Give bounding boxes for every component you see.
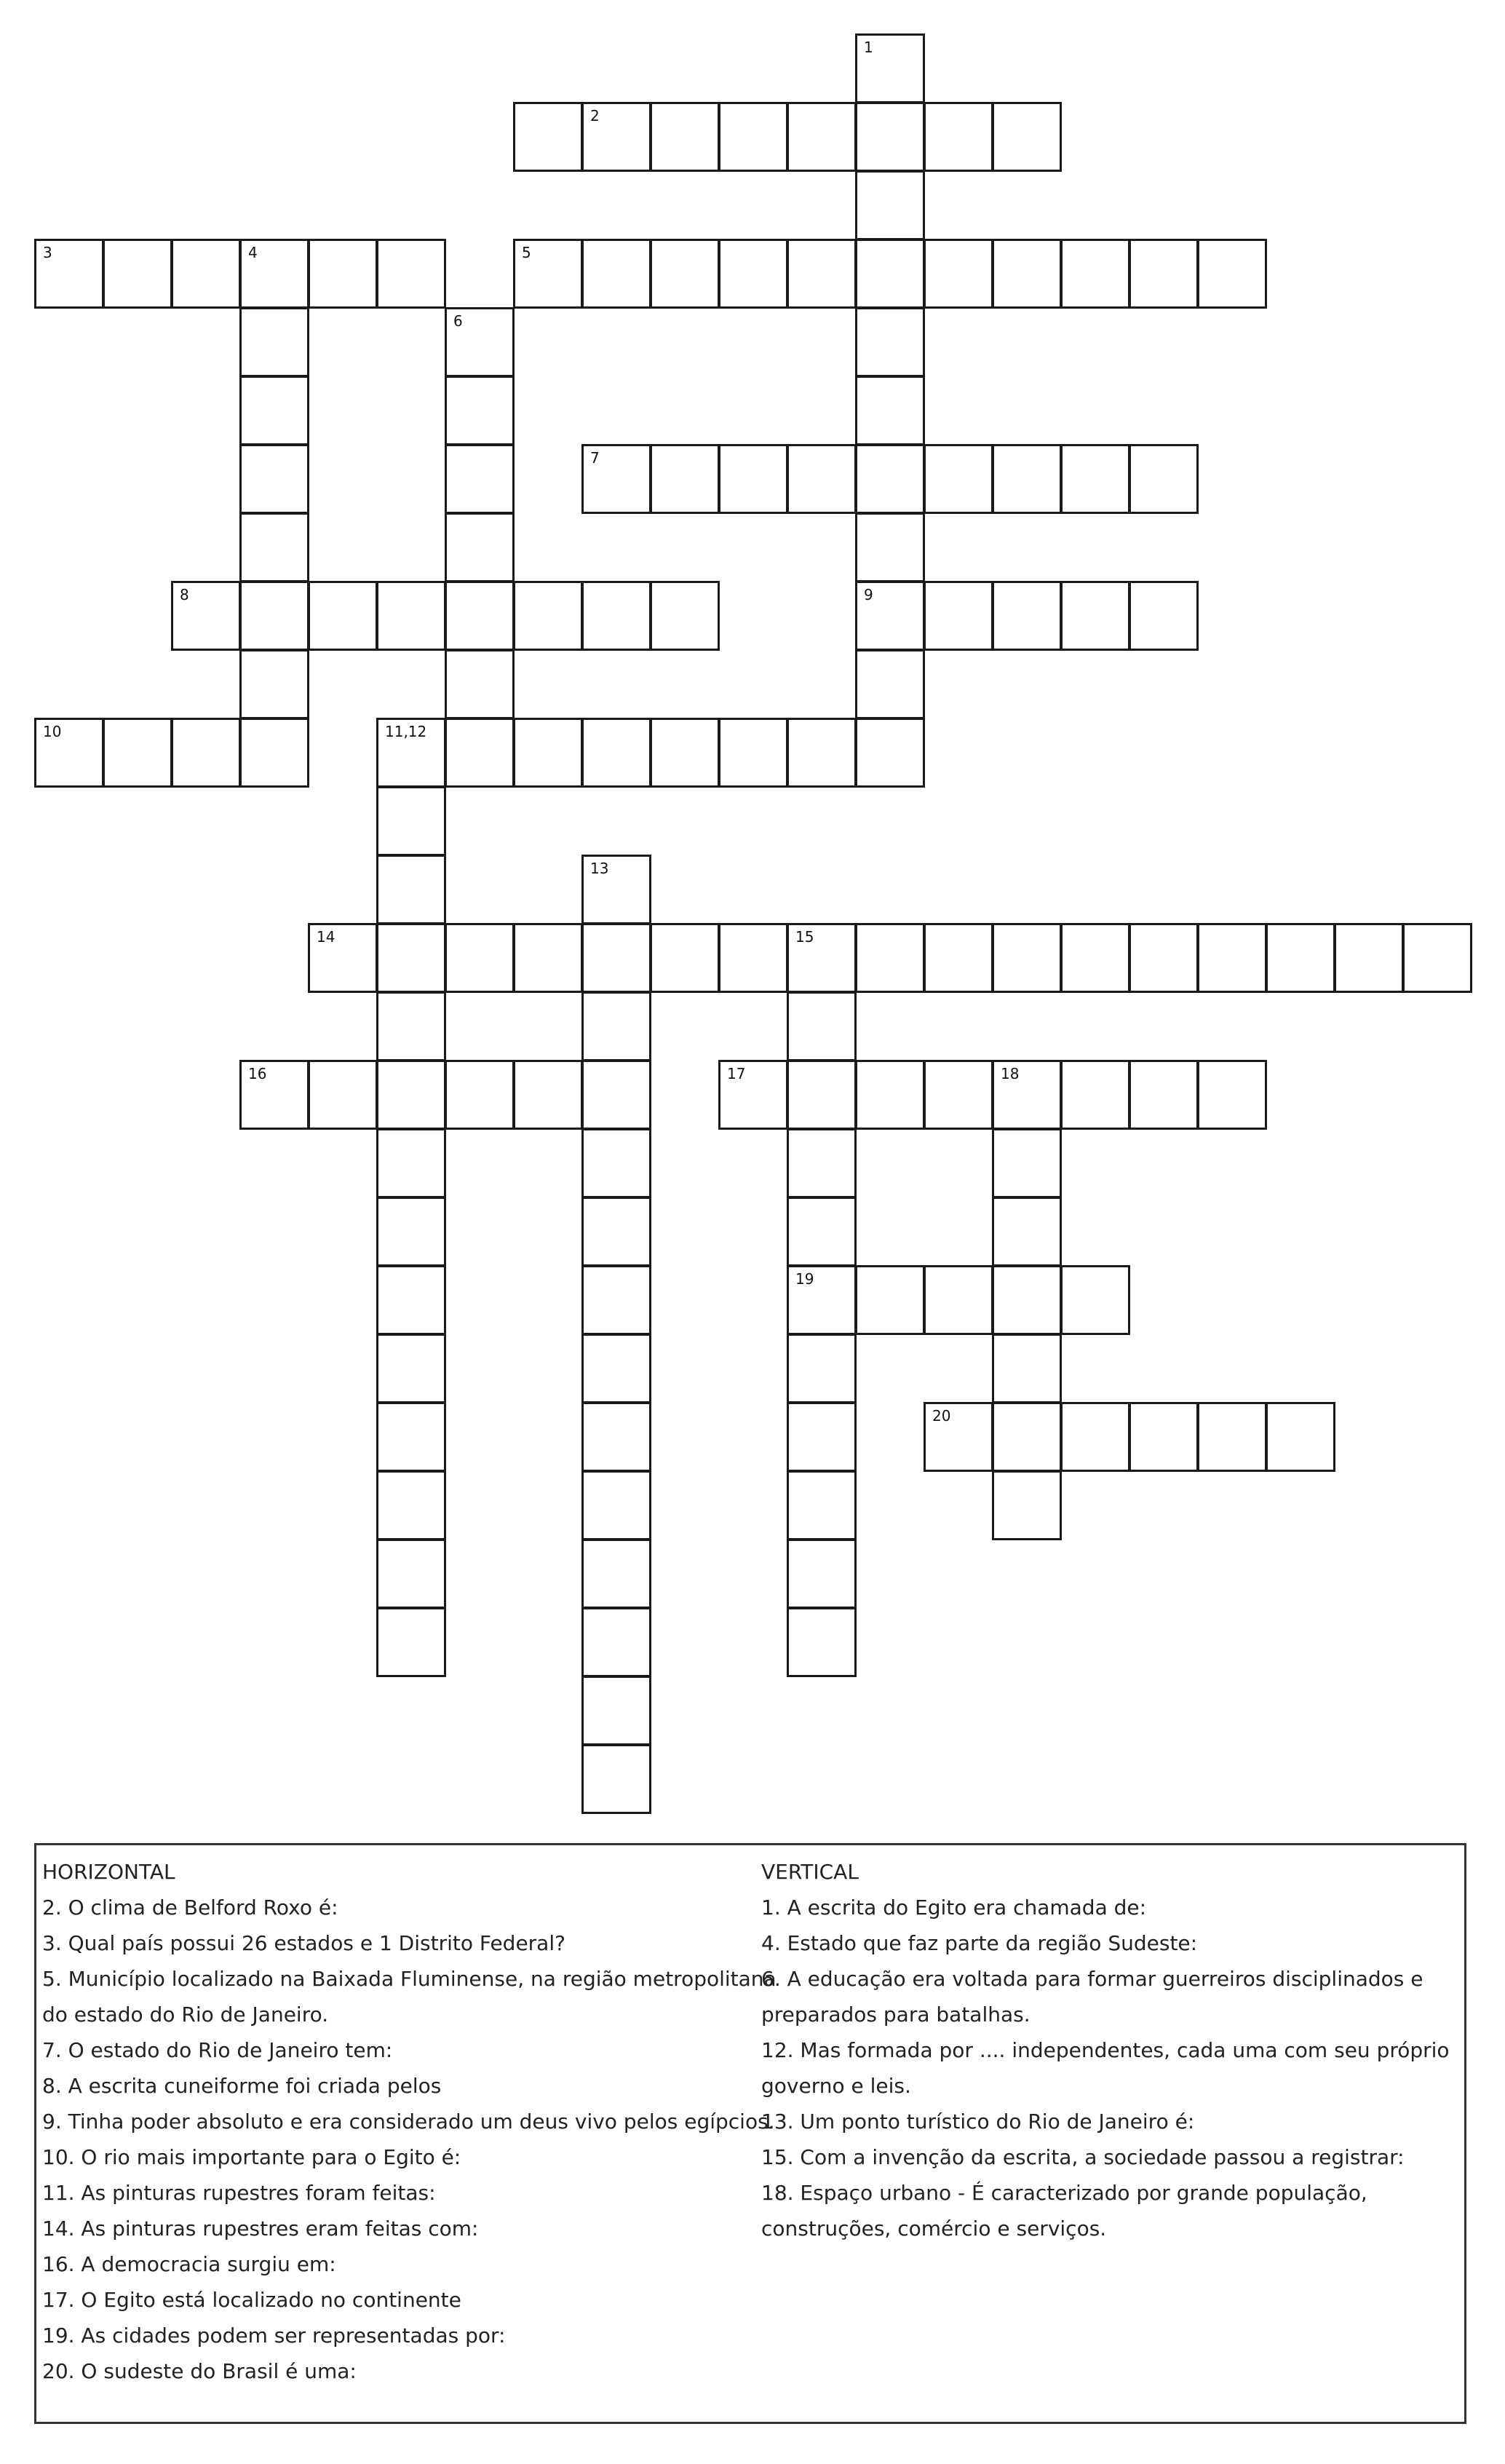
- crossword-cell[interactable]: [376, 1265, 446, 1335]
- clue-line: 8. A escrita cuneiforme foi criada pelos: [42, 2074, 442, 2098]
- clue-number: 2: [590, 107, 600, 124]
- crossword-cell[interactable]: [650, 718, 720, 788]
- crossword-cell[interactable]: [992, 923, 1062, 993]
- crossword-cell[interactable]: [992, 102, 1062, 172]
- crossword-cell[interactable]: [1060, 1060, 1130, 1130]
- crossword-cell[interactable]: [787, 1060, 857, 1130]
- crossword-cell[interactable]: [376, 786, 446, 856]
- horizontal-clues: [42, 1854, 777, 2389]
- crossword-cell[interactable]: [650, 102, 720, 172]
- clue-number: 6: [453, 312, 463, 330]
- crossword-cell[interactable]: [924, 581, 993, 651]
- crossword-cell[interactable]: [239, 444, 309, 514]
- crossword-cell[interactable]: [513, 102, 583, 172]
- clue-line: 13. Um ponto turístico do Rio de Janeiro é:: [761, 2110, 1195, 2134]
- crossword-cell[interactable]: [855, 718, 925, 788]
- crossword-cell[interactable]: [718, 444, 788, 514]
- crossword-cell[interactable]: [581, 444, 651, 514]
- crossword-cell[interactable]: [171, 718, 241, 788]
- crossword-cell[interactable]: [1060, 444, 1130, 514]
- crossword-cell[interactable]: [650, 444, 720, 514]
- clue-line: preparados para batalhas.: [761, 2003, 1031, 2027]
- crossword-cell[interactable]: [924, 102, 993, 172]
- clue-line: 9. Tinha poder absoluto e era considerado um deus vivo pelos egípcios.: [42, 2110, 775, 2134]
- crossword-cell[interactable]: [171, 239, 241, 309]
- clue-number: 20: [932, 1407, 951, 1425]
- crossword-cell[interactable]: [1060, 923, 1130, 993]
- crossword-cell[interactable]: [513, 1060, 583, 1130]
- clue-line: 18. Espaço urbano - É caracterizado por grande população,: [761, 2181, 1367, 2205]
- clues-box: [34, 1843, 1466, 2424]
- clue-number: 13: [590, 860, 609, 877]
- crossword-cell[interactable]: [376, 991, 446, 1061]
- crossword-cell[interactable]: [376, 923, 446, 993]
- crossword-cell[interactable]: [1266, 1402, 1335, 1472]
- clue-line: 3. Qual país possui 26 estados e 1 Distrito Federal?: [42, 1931, 565, 1955]
- clue-line: 14. As pinturas rupestres eram feitas com:: [42, 2217, 479, 2241]
- crossword-cell[interactable]: [718, 923, 788, 993]
- crossword-cell[interactable]: [445, 718, 515, 788]
- clue-number: 17: [727, 1065, 746, 1082]
- crossword-cell[interactable]: [992, 1334, 1062, 1403]
- crossword-cell[interactable]: [581, 1060, 651, 1130]
- clue-line: 5. Município localizado na Baixada Fluminense, na região metropolitana: [42, 1967, 777, 1991]
- crossword-cell[interactable]: [239, 1060, 309, 1130]
- crossword-cell[interactable]: [376, 1060, 446, 1130]
- crossword-cell[interactable]: [445, 376, 515, 445]
- crossword-cell[interactable]: [581, 1470, 651, 1540]
- crossword-cell[interactable]: [787, 1539, 857, 1609]
- clue-line: 20. O sudeste do Brasil é uma:: [42, 2359, 357, 2383]
- crossword-cell[interactable]: [171, 581, 241, 651]
- crossword-cell[interactable]: [103, 718, 172, 788]
- crossword-cell[interactable]: [787, 1334, 857, 1403]
- crossword-cell[interactable]: [1060, 1402, 1130, 1472]
- crossword-cell[interactable]: [581, 1128, 651, 1198]
- clue-number: 10: [43, 723, 62, 740]
- crossword-cell[interactable]: [308, 239, 378, 309]
- clue-number: 5: [522, 244, 531, 261]
- crossword-cell[interactable]: [445, 512, 515, 582]
- crossword-cell[interactable]: [650, 923, 720, 993]
- clue-number: 16: [248, 1065, 267, 1082]
- crossword-cell[interactable]: [308, 1060, 378, 1130]
- crossword-cell[interactable]: [992, 1128, 1062, 1198]
- crossword-cell[interactable]: [581, 1744, 651, 1814]
- horizontal-heading: HORIZONTAL: [42, 1860, 175, 1884]
- crossword-cell[interactable]: [103, 239, 172, 309]
- crossword-cell[interactable]: [581, 923, 651, 993]
- crossword-cell[interactable]: [445, 649, 515, 719]
- crossword-cell[interactable]: [992, 581, 1062, 651]
- crossword-cell[interactable]: [787, 1607, 857, 1677]
- clue-number: 19: [795, 1270, 814, 1288]
- crossword-cell[interactable]: [855, 444, 925, 514]
- crossword-cell[interactable]: [992, 444, 1062, 514]
- crossword-cell[interactable]: [1129, 444, 1199, 514]
- clue-line: 2. O clima de Belford Roxo é:: [42, 1895, 338, 1920]
- crossword-cell[interactable]: [1060, 239, 1130, 309]
- crossword-cell[interactable]: [1060, 1265, 1130, 1335]
- clue-number: 11,12: [385, 723, 427, 740]
- clue-number: 7: [590, 449, 600, 467]
- crossword-cell[interactable]: [1402, 923, 1472, 993]
- crossword-cell[interactable]: [924, 923, 993, 993]
- crossword-cell[interactable]: [513, 239, 583, 309]
- crossword-cell[interactable]: [239, 376, 309, 445]
- crossword-cell[interactable]: [1197, 923, 1267, 993]
- crossword-cell[interactable]: [376, 718, 446, 788]
- crossword-cell[interactable]: [1129, 923, 1199, 993]
- clue-line: 10. O rio mais importante para o Egito é:: [42, 2145, 461, 2169]
- crossword-cell[interactable]: [376, 1539, 446, 1609]
- clue-number: 3: [43, 244, 52, 261]
- crossword-cell[interactable]: [581, 1607, 651, 1677]
- crossword-cell[interactable]: [787, 1197, 857, 1267]
- clue-line: 17. O Egito está localizado no continente: [42, 2288, 461, 2312]
- clue-number: 18: [1001, 1065, 1020, 1082]
- crossword-cell[interactable]: [992, 1265, 1062, 1335]
- crossword-cell[interactable]: [718, 102, 788, 172]
- crossword-cell[interactable]: [445, 923, 515, 993]
- crossword-cell[interactable]: [581, 1197, 651, 1267]
- clue-line: construções, comércio e serviços.: [761, 2217, 1107, 2241]
- crossword-cell[interactable]: [992, 1060, 1062, 1130]
- crossword-cell[interactable]: [1129, 239, 1199, 309]
- crossword-cell[interactable]: [1197, 1060, 1267, 1130]
- crossword-cell[interactable]: [376, 1470, 446, 1540]
- clue-line: 4. Estado que faz parte da região Sudeste:: [761, 1931, 1198, 1955]
- crossword-cell[interactable]: [787, 923, 857, 993]
- crossword-cell[interactable]: [1129, 1402, 1199, 1472]
- crossword-cell[interactable]: [376, 1607, 446, 1677]
- crossword-cell[interactable]: [787, 1128, 857, 1198]
- crossword-cell[interactable]: [513, 581, 583, 651]
- crossword-cell[interactable]: [992, 1197, 1062, 1267]
- clue-number: 9: [864, 586, 873, 603]
- crossword-cell[interactable]: [992, 1402, 1062, 1472]
- crossword-cell[interactable]: [513, 923, 583, 993]
- crossword-cell[interactable]: [581, 102, 651, 172]
- crossword-cell[interactable]: [376, 1402, 446, 1472]
- crossword-cell[interactable]: [855, 512, 925, 582]
- clue-line: do estado do Rio de Janeiro.: [42, 2003, 329, 2027]
- crossword-cell[interactable]: [718, 239, 788, 309]
- clue-line: 15. Com a invenção da escrita, a sociedade passou a registrar:: [761, 2145, 1405, 2169]
- crossword-cell[interactable]: [445, 307, 515, 377]
- crossword-cell[interactable]: [581, 581, 651, 651]
- crossword-cell[interactable]: [924, 444, 993, 514]
- crossword-cell[interactable]: [924, 239, 993, 309]
- crossword-cell[interactable]: [1060, 581, 1130, 651]
- crossword-cell[interactable]: [376, 1197, 446, 1267]
- crossword-cell[interactable]: [924, 1402, 993, 1472]
- crossword-cell[interactable]: [855, 33, 925, 103]
- crossword-cell[interactable]: [650, 239, 720, 309]
- crossword-cell[interactable]: [239, 581, 309, 651]
- crossword-cell[interactable]: [855, 581, 925, 651]
- vertical-heading: VERTICAL: [761, 1860, 859, 1884]
- crossword-cell[interactable]: [239, 512, 309, 582]
- crossword-cell[interactable]: [581, 855, 651, 924]
- crossword-cell[interactable]: [581, 1265, 651, 1335]
- crossword-cell[interactable]: [787, 444, 857, 514]
- crossword-cell[interactable]: [1129, 1060, 1199, 1130]
- crossword-cell[interactable]: [855, 239, 925, 309]
- crossword-cell[interactable]: [855, 923, 925, 993]
- crossword-cell[interactable]: [581, 718, 651, 788]
- crossword-cell[interactable]: [445, 581, 515, 651]
- crossword-cell[interactable]: [787, 239, 857, 309]
- crossword-cell[interactable]: [34, 239, 104, 309]
- clue-line: 16. A democracia surgiu em:: [42, 2252, 336, 2276]
- crossword-cell[interactable]: [239, 649, 309, 719]
- crossword-cell[interactable]: [308, 581, 378, 651]
- crossword-cell[interactable]: [581, 1334, 651, 1403]
- clue-line: 19. As cidades podem ser representadas por:: [42, 2324, 506, 2348]
- crossword-cell[interactable]: [376, 1128, 446, 1198]
- crossword-cell[interactable]: [581, 1539, 651, 1609]
- crossword-cell[interactable]: [1129, 581, 1199, 651]
- crossword-cell[interactable]: [855, 102, 925, 172]
- crossword-cell[interactable]: [581, 991, 651, 1061]
- crossword-cell[interactable]: [855, 376, 925, 445]
- crossword-cell[interactable]: [376, 855, 446, 924]
- crossword-cell[interactable]: [239, 307, 309, 377]
- crossword-cell[interactable]: [650, 581, 720, 651]
- crossword-cell[interactable]: [445, 444, 515, 514]
- crossword-cell[interactable]: [34, 718, 104, 788]
- crossword-cell[interactable]: [992, 239, 1062, 309]
- crossword-cell[interactable]: [445, 1060, 515, 1130]
- clue-line: 7. O estado do Rio de Janeiro tem:: [42, 2038, 393, 2062]
- crossword-cell[interactable]: [787, 718, 857, 788]
- crossword-cell[interactable]: [855, 1265, 925, 1335]
- crossword-cell[interactable]: [376, 581, 446, 651]
- crossword-cell[interactable]: [855, 649, 925, 719]
- crossword-cell[interactable]: [513, 718, 583, 788]
- clue-line: governo e leis.: [761, 2074, 911, 2098]
- clue-number: 1: [864, 39, 873, 56]
- crossword-cell[interactable]: [787, 1470, 857, 1540]
- crossword-cell[interactable]: [855, 170, 925, 240]
- crossword-cell[interactable]: [855, 1060, 925, 1130]
- crossword-cell[interactable]: [787, 1402, 857, 1472]
- clue-number: 14: [317, 928, 335, 946]
- crossword-cell[interactable]: [376, 239, 446, 309]
- crossword-cell[interactable]: [718, 1060, 788, 1130]
- crossword-cell[interactable]: [581, 239, 651, 309]
- clue-number: 15: [795, 928, 814, 946]
- clue-number: 8: [180, 586, 189, 603]
- crossword-cell[interactable]: [992, 1470, 1062, 1540]
- crossword-cell[interactable]: [787, 991, 857, 1061]
- crossword-cell[interactable]: [1197, 239, 1267, 309]
- crossword-cell[interactable]: [581, 1676, 651, 1746]
- clue-line: 6. A educação era voltada para formar guerreiros disciplinados e: [761, 1967, 1423, 1991]
- crossword-cell[interactable]: [718, 718, 788, 788]
- crossword-cell[interactable]: [581, 1402, 651, 1472]
- crossword-cell[interactable]: [1197, 1402, 1267, 1472]
- crossword-cell[interactable]: [855, 307, 925, 377]
- crossword-cell[interactable]: [308, 923, 378, 993]
- crossword-cell[interactable]: [1334, 923, 1404, 993]
- crossword-cell[interactable]: [1266, 923, 1335, 993]
- crossword-cell[interactable]: [924, 1060, 993, 1130]
- crossword-cell[interactable]: [239, 718, 309, 788]
- vertical-clues: [761, 1854, 1460, 2246]
- crossword-cell[interactable]: [376, 1334, 446, 1403]
- clue-line: 11. As pinturas rupestres foram feitas:: [42, 2181, 436, 2205]
- crossword-cell[interactable]: [239, 239, 309, 309]
- clue-number: 4: [248, 244, 258, 261]
- crossword-cell[interactable]: [924, 1265, 993, 1335]
- crossword-cell[interactable]: [787, 1265, 857, 1335]
- clue-line: 1. A escrita do Egito era chamada de:: [761, 1895, 1147, 1920]
- clue-line: 12. Mas formada por .... independentes, cada uma com seu próprio: [761, 2038, 1450, 2062]
- crossword-cell[interactable]: [787, 102, 857, 172]
